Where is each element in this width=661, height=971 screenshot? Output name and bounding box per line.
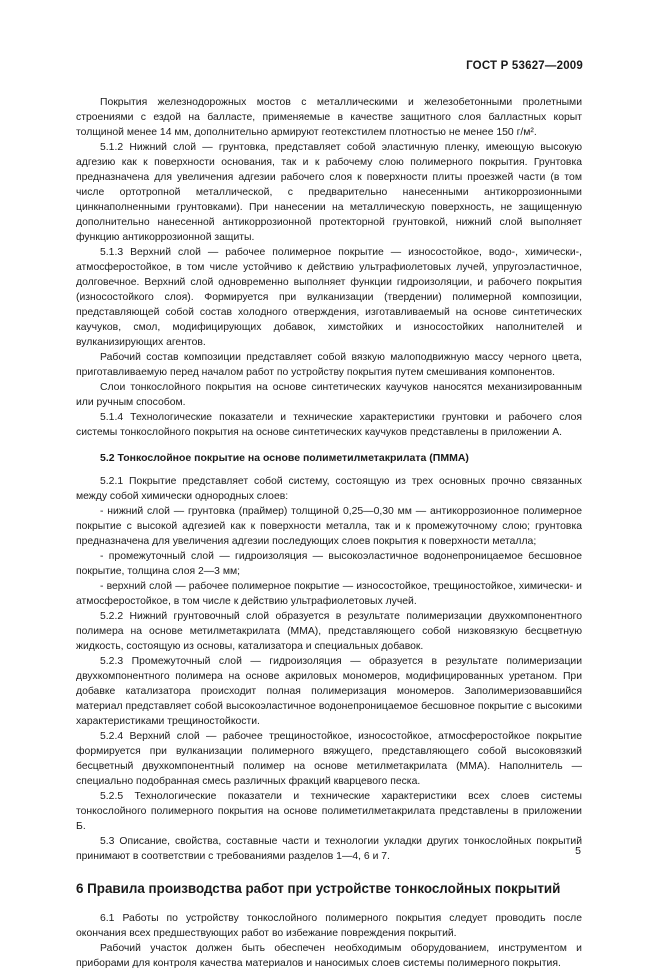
paragraph: 5.1.2 Нижний слой — грунтовка, представляет собой эластичную пленку, имеющую высокую адгезию как к поверхности основания, так и к рабочему слою полимерного покрытия. Грунтовка предназначена для увеличения адгезии рабочего слоя к поверхности плиты проезжей части (в том числе ортотропной металлической, с предварительно нанесенными антикоррозионными цинкнаполненными грунтовками). При нанесении на металлическую поверхность, не защищенную дополнительно нанесенной антикоррозионной протекторной грунтовкой, нижний слой выполняет функцию антикоррозионной защиты.	[76, 142, 582, 243]
paragraph: Слои тонкослойного покрытия на основе синтетических каучуков наносятся механизированным или ручным способом.	[76, 382, 582, 408]
paragraph: 5.2.1 Покрытие представляет собой систему, состоящую из трех основных прочно связанных между собой химически однородных слоев:	[76, 476, 582, 502]
paragraph: Рабочий состав композиции представляет собой вязкую малоподвижную массу черного цвета, приготавливаемую перед началом работ по устройству покрытия путем смешивания компонентов.	[76, 352, 582, 378]
paragraph: 5.2.5 Технологические показатели и технические характеристики всех слоев системы тонкослойного полимерного покрытия на основе полиметилметакрилата представлены в приложении Б.	[76, 791, 582, 832]
paragraph: 5.1.4 Технологические показатели и технические характеристики грунтовки и рабочего слоя системы тонкослойного покрытия на основе синтетических каучуков представлены в приложении А.	[76, 412, 582, 438]
paragraph: 5.2.4 Верхний слой — рабочее трещиностойкое, износостойкое, атмосферостойкое покрытие формируется при вулканизации полимерного вяжущего, представляющего собой высоковязкий бесцветный двухкомпонентный полимер на основе метилметакрилата (ММА). Наполнитель — специально подобранная смесь различных фракций кварцевого песка.	[76, 731, 582, 787]
list-item: - промежуточный слой — гидроизоляция — высокоэластичное водонепроницаемое бесшовное покрытие, толщина слоя 2—3 мм;	[76, 551, 582, 577]
paragraph: 5.1.3 Верхний слой — рабочее полимерное покрытие — износостойкое, водо-, химически-, атмосферостойкое, в том числе устойчиво к действию ультрафиолетовых лучей, упругоэластичное, долговечное. Верхний слой одновременно выполняет функции гидроизоляции, и рабочего покрытия (износостойкого слоя). Формируется при вулканизации (твердении) полимерной композиции, представляющей собой состав холодного отверждения, изготавливаемый на основе синтетических каучуков, смол, модифицирующих добавок, химстойких и износостойких наполнителей и вулканизирующих агентов.	[76, 247, 582, 348]
section-heading-6: 6 Правила производства работ при устройстве тонкослойных покрытий	[76, 881, 561, 896]
paragraph: 5.2.3 Промежуточный слой — гидроизоляция — образуется в результате полимеризации двухкомпонентного полимера на основе акриловых мономеров, модифицированных уретаном. При добавке катализатора происходит полная полимеризация мономеров. Заполимеризовавшийся материал представляет собой высокоэластичное водонепроницаемое бесшовное покрытие с высокими характеристиками трещиностойкости.	[76, 656, 582, 727]
paragraph: 5.2.2 Нижний грунтовочный слой образуется в результате полимеризации двухкомпонентного полимера на основе метилметакрилата (ММА), представляющего собой низковязкую бесцветную жидкость, состоящую из основы, катализатора и специальных добавок.	[76, 611, 582, 652]
document-body	[76, 95, 582, 971]
paragraph: Покрытия железнодорожных мостов с металлическими и железобетонными пролетными строениями с ездой на балласте, применяемые в качестве защитного слоя балластных корыт толщиной менее 14 мм, дополнительно армируют геотекстилем плотностью не менее 150 г/м².	[76, 97, 582, 138]
paragraph: 6.1 Работы по устройству тонкослойного полимерного покрытия следует проводить после окончания всех предшествующих работ во избежание повреждения покрытий.	[76, 913, 582, 939]
list-item: - верхний слой — рабочее полимерное покрытие — износостойкое, трещиностойкое, химически- и атмосферостойкое, в том числе к действию ультрафиолетовых лучей.	[76, 581, 582, 607]
section-heading-5-2: 5.2 Тонкослойное покрытие на основе полиметилметакрилата (ПММА)	[100, 452, 469, 464]
paragraph: Рабочий участок должен быть обеспечен необходимым оборудованием, инструментом и приборами для контроля качества материалов и наносимых слоев системы полимерного покрытия.	[76, 943, 582, 969]
page-number: 5	[575, 845, 581, 857]
paragraph: 5.3 Описание, свойства, составные части и технологии укладки других тонкослойных покрытий принимают в соответствии с требованиями разделов 1—4, 6 и 7.	[76, 836, 582, 862]
list-item: - нижний слой — грунтовка (праймер) толщиной 0,25—0,30 мм — антикоррозионное полимерное покрытие с высокой адгезией как к поверхности металла, так и к промежуточному слою; грунтовка предназначена для увеличения адгезии последующих слоев покрытия к поверхности металла;	[76, 506, 582, 547]
document-code-header: ГОСТ Р 53627—2009	[466, 60, 583, 72]
